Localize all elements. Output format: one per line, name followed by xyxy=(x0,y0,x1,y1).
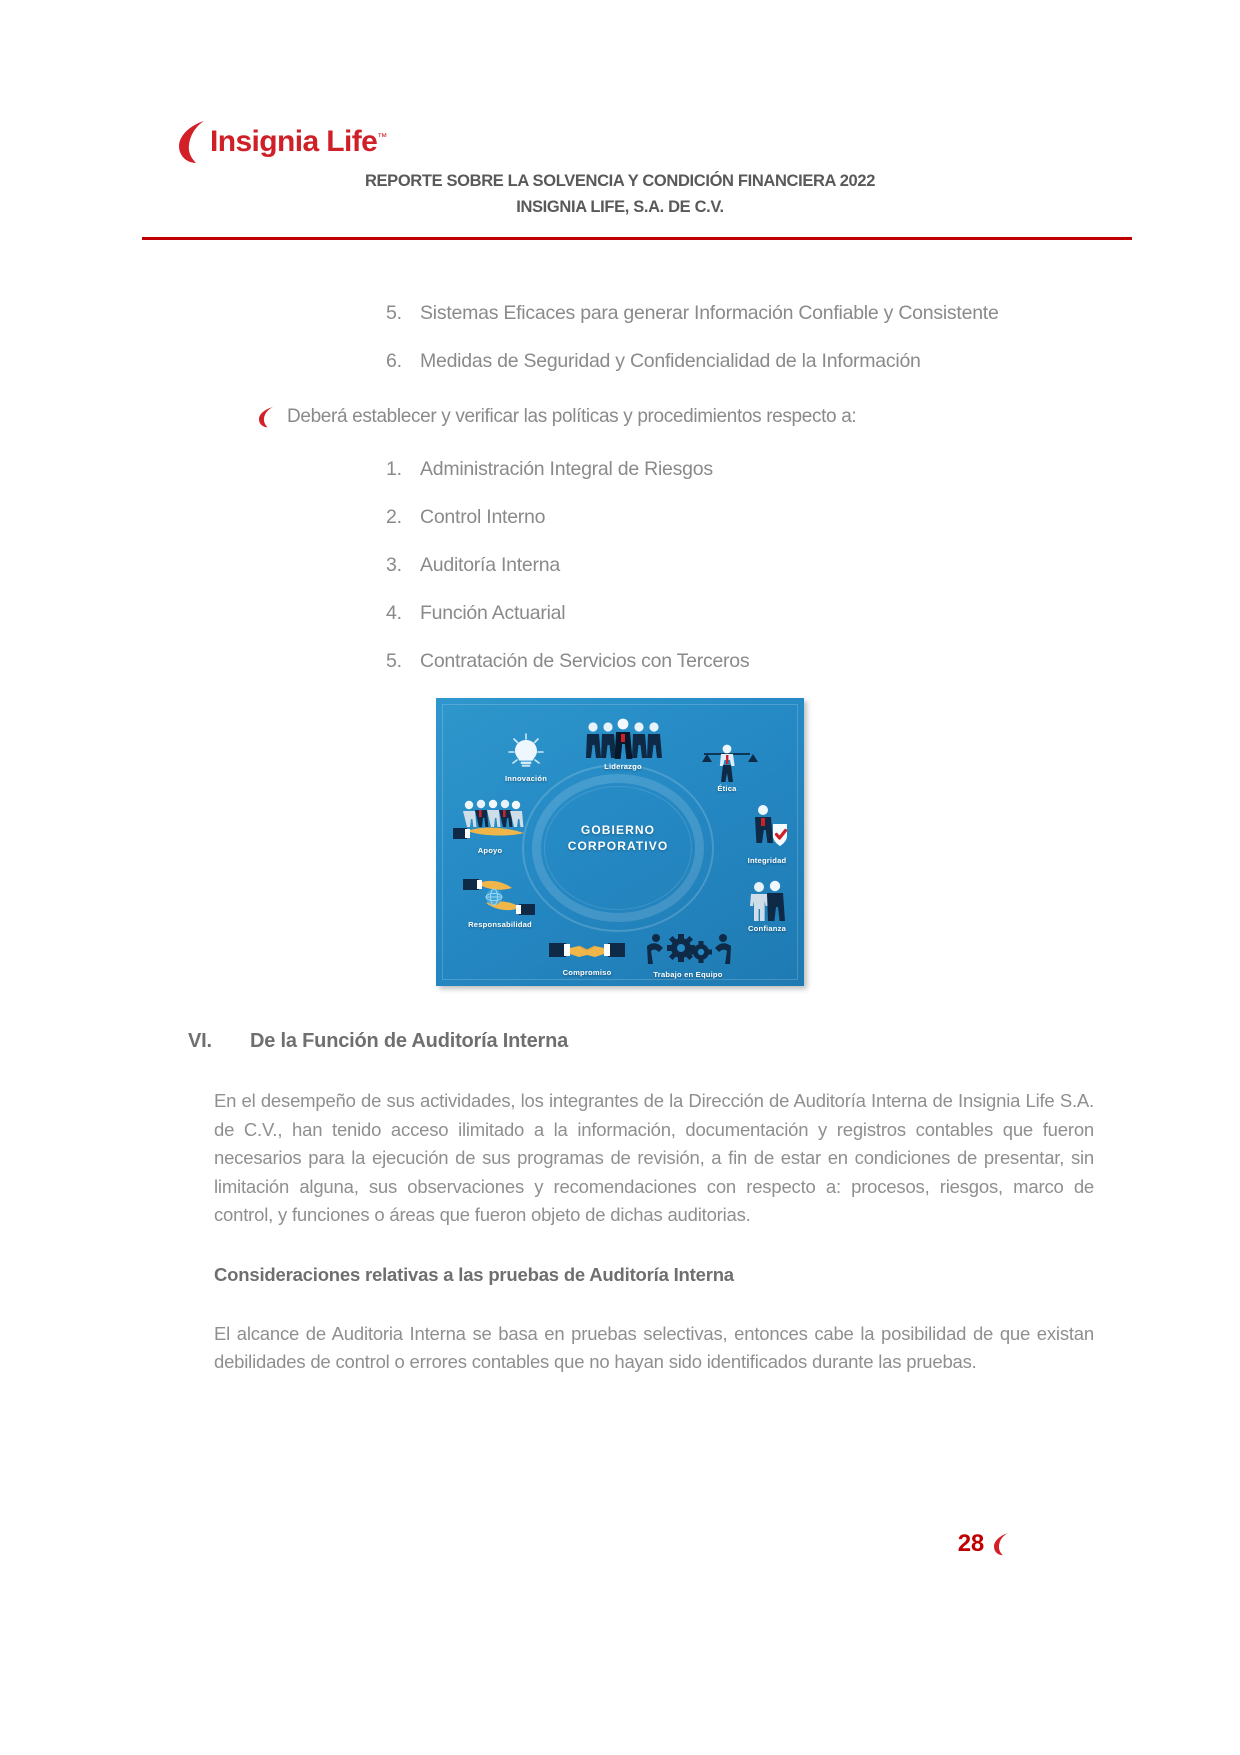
corporate-governance-diagram xyxy=(436,698,804,986)
figure-node-label: Confianza xyxy=(747,924,787,933)
figure-node-label: Compromiso xyxy=(562,968,612,977)
brand-logo xyxy=(178,118,387,166)
list-item-number: 2. xyxy=(386,506,402,528)
list-item xyxy=(386,300,1240,326)
header-title-line-2: INSIGNIA LIFE, S.A. DE C.V. xyxy=(516,198,724,216)
crescent-logo-icon xyxy=(178,120,208,164)
trademark-mark: ™ xyxy=(377,132,387,143)
figure-node-integridad xyxy=(734,802,800,865)
figure-container xyxy=(0,698,1240,986)
figure-node-label: Responsabilidad xyxy=(468,920,532,929)
list-item xyxy=(386,648,1240,674)
section-subheading: Consideraciones relativas a las pruebas de Auditoría Interna xyxy=(214,1263,734,1285)
list-item-number: 5. xyxy=(386,650,402,672)
figure-center-line-1: GOBIERNO xyxy=(580,823,656,837)
crescent-footer-icon xyxy=(993,1532,1010,1556)
list-item xyxy=(386,600,1240,626)
section-heading xyxy=(188,1030,1240,1053)
figure-node-label: Apoyo xyxy=(477,846,503,855)
figure-node-confianza xyxy=(732,880,802,933)
list-item-label: Sistemas Eficaces para generar Información Confiable y Consistente xyxy=(420,302,999,324)
supporting-hand-people-icon xyxy=(453,798,527,844)
figure-node-label: Liderazgo xyxy=(604,762,642,771)
balance-scale-icon xyxy=(696,742,758,782)
list-item-number: 5. xyxy=(386,302,402,324)
figure-node-innovacion xyxy=(488,732,564,783)
header-divider xyxy=(142,237,1132,240)
figure-node-label: Innovación xyxy=(504,774,548,783)
figure-node-label: Trabajo en Equipo xyxy=(653,970,723,979)
crescent-bullet-line xyxy=(258,404,1240,430)
section-title: De la Función de Auditoría Interna xyxy=(250,1030,569,1052)
list-item-label: Contratación de Servicios con Terceros xyxy=(420,650,750,672)
section-paragraph-1: En el desempeño de sus actividades, los integrantes de la Dirección de Auditoría Interna de Insignia Life S.A. de C.V., han tenido acceso ilimitado a la información, documentación y registros contables que fueron necesarios para la ejecución de sus programas de revisión, a fin de estar en condiciones de presentar, sin limitación alguna, sus observaciones y recomendaciones con respecto a: procesos, riesgos, marco de control, y funciones o áreas que fueron objeto de dichas auditorias. xyxy=(214,1090,1094,1225)
gears-people-icon xyxy=(643,930,733,968)
crescent-bullet-text: Deberá establecer y verificar las políticas y procedimientos respecto a: xyxy=(287,406,857,427)
section-paragraph-2: El alcance de Auditoria Interna se basa en pruebas selectivas, entonces cabe la posibilidad de que existan debilidades de control o errores contables que no hayan sido identificados durante las pruebas. xyxy=(214,1322,1094,1372)
list-item-number: 3. xyxy=(386,554,402,576)
list-item-number: 6. xyxy=(386,350,402,372)
lightbulb-icon xyxy=(502,732,550,772)
hands-globe-icon xyxy=(461,876,539,918)
page-number-block xyxy=(958,1530,1010,1558)
list-item xyxy=(386,504,1240,530)
figure-node-label: Integridad xyxy=(747,856,787,865)
brand-name: Insignia Life™ xyxy=(210,125,387,158)
figure-center-line-2: CORPORATIVO xyxy=(567,839,669,853)
header-title-line-1: REPORTE SOBRE LA SOLVENCIA Y CONDICIÓN FINANCIERA 2022 xyxy=(364,172,876,190)
crescent-bullet-icon xyxy=(258,406,275,428)
page-footer xyxy=(0,1530,1240,1582)
list-item-label: Control Interno xyxy=(420,506,546,528)
figure-node-trabajo-equipo xyxy=(636,930,740,979)
page-content xyxy=(0,300,1240,1377)
people-group-icon xyxy=(583,718,663,760)
list-item-label: Auditoría Interna xyxy=(420,554,560,576)
list-item xyxy=(386,552,1240,578)
two-people-icon xyxy=(740,880,794,922)
figure-node-liderazgo xyxy=(578,718,668,771)
header-title-block xyxy=(0,168,1240,220)
list-item-label: Administración Integral de Riesgos xyxy=(420,458,713,480)
list-item xyxy=(386,348,1240,374)
figure-center-label xyxy=(552,822,684,854)
list-item-label: Medidas de Seguridad y Confidencialidad de la Información xyxy=(420,350,921,372)
list-item-number: 4. xyxy=(386,602,402,624)
figure-node-apoyo xyxy=(448,798,532,855)
figure-node-responsabilidad xyxy=(452,876,548,929)
figure-node-label: Ética xyxy=(717,784,737,793)
section-roman-numeral: VI. xyxy=(188,1030,212,1052)
list-item-number: 1. xyxy=(386,458,402,480)
list-item-label: Función Actuarial xyxy=(420,602,566,624)
page-number: 28 xyxy=(957,1530,984,1557)
list-item xyxy=(386,456,1240,482)
handshake-icon xyxy=(549,938,625,966)
figure-node-etica xyxy=(692,742,762,793)
shield-check-icon xyxy=(741,802,793,854)
figure-node-compromiso xyxy=(542,938,632,977)
